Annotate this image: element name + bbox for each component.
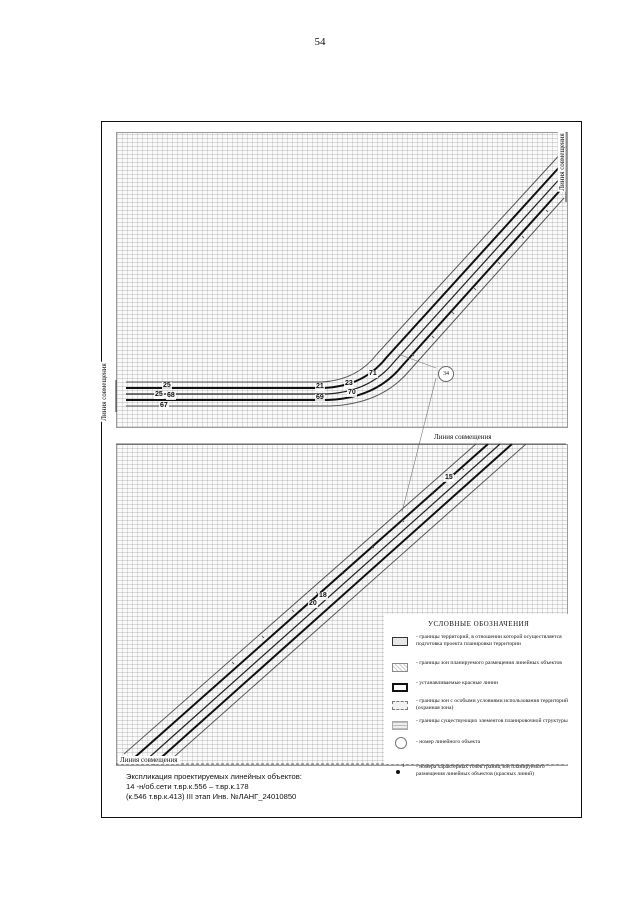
point-label: 71	[369, 370, 377, 377]
point-label: 70	[348, 389, 356, 396]
legend-item	[386, 680, 570, 700]
legend-item-text: - номер линейного объекта	[416, 739, 481, 745]
legend-item-text: - границы существующих элементов планировочной структуры	[416, 718, 568, 724]
point-label: 20	[309, 600, 317, 607]
explication-title: Экспликация проектируемых линейных объектов:	[126, 772, 302, 781]
placement-zone-symbol	[392, 663, 408, 672]
point-label: 18	[319, 592, 327, 599]
point-label: 69	[316, 394, 324, 401]
pipeline-axis-top	[126, 174, 564, 394]
point-label: 15	[445, 474, 453, 481]
legend-item-text: - границы зон с особыми условиями использования территорий (охранная зона)	[416, 698, 568, 711]
red-line-bottom	[126, 186, 564, 400]
zone-boundary-inner	[126, 198, 564, 406]
existing-structure-symbol	[392, 721, 408, 730]
object-number-callout: 34	[438, 366, 454, 382]
legend-item	[386, 718, 570, 738]
explication	[126, 772, 302, 802]
survey-ticks	[232, 210, 548, 664]
object-number-circle-icon	[395, 737, 407, 749]
point-label: 25	[155, 391, 163, 398]
point-label: 25	[163, 382, 171, 389]
point-label: 68	[167, 392, 175, 399]
combination-label-bottom: Линия совмещения	[120, 756, 178, 764]
point-label: 67	[160, 402, 168, 409]
red-line-top	[126, 162, 564, 388]
legend-item	[386, 764, 570, 794]
legend-item-text: - номера характерных точек границ зон планируемого размещения линейных объектов (красных линий)	[416, 764, 545, 777]
legend	[384, 614, 570, 764]
leader-line-top	[398, 354, 436, 368]
leader-line-bottom	[402, 378, 436, 512]
explication-line: (к.546 т.вр.к.413) III этап Инв. №ЛАНГ_24010850	[126, 792, 297, 801]
point-dot-icon	[396, 770, 400, 774]
combination-label-right: Линия совмещения	[557, 133, 566, 191]
red-line-symbol	[392, 683, 408, 692]
point-label: 23	[345, 380, 353, 387]
legend-item	[386, 698, 570, 718]
combination-label-mid: Линия совмещения	[434, 433, 492, 441]
territory-boundary-symbol	[392, 637, 408, 646]
map-sheet	[101, 121, 582, 818]
special-zone-symbol	[392, 701, 408, 710]
legend-item	[386, 736, 570, 756]
legend-item-text: - границы территорий, в отношении которой осуществляется подготовка проекта планировки территории	[416, 634, 562, 647]
legend-item	[386, 660, 570, 680]
legend-item-text: - границы зон планируемого размещения линейных объектов	[416, 660, 562, 666]
point-dot-number: 1	[402, 764, 405, 769]
legend-title: УСЛОВНЫЕ ОБОЗНАЧЕНИЯ	[428, 620, 530, 628]
explication-line: 14 -н/об.сети т.вр.к.556 – т.вр.к.178	[126, 782, 249, 791]
zone-boundary-outer	[126, 150, 564, 382]
combination-label-left: Линия совмещения	[99, 363, 108, 421]
legend-item-text: - устанавливаемые красные линии	[416, 680, 498, 686]
page-number: 54	[314, 36, 326, 48]
legend-item	[386, 634, 570, 654]
point-label: 21	[316, 383, 324, 390]
